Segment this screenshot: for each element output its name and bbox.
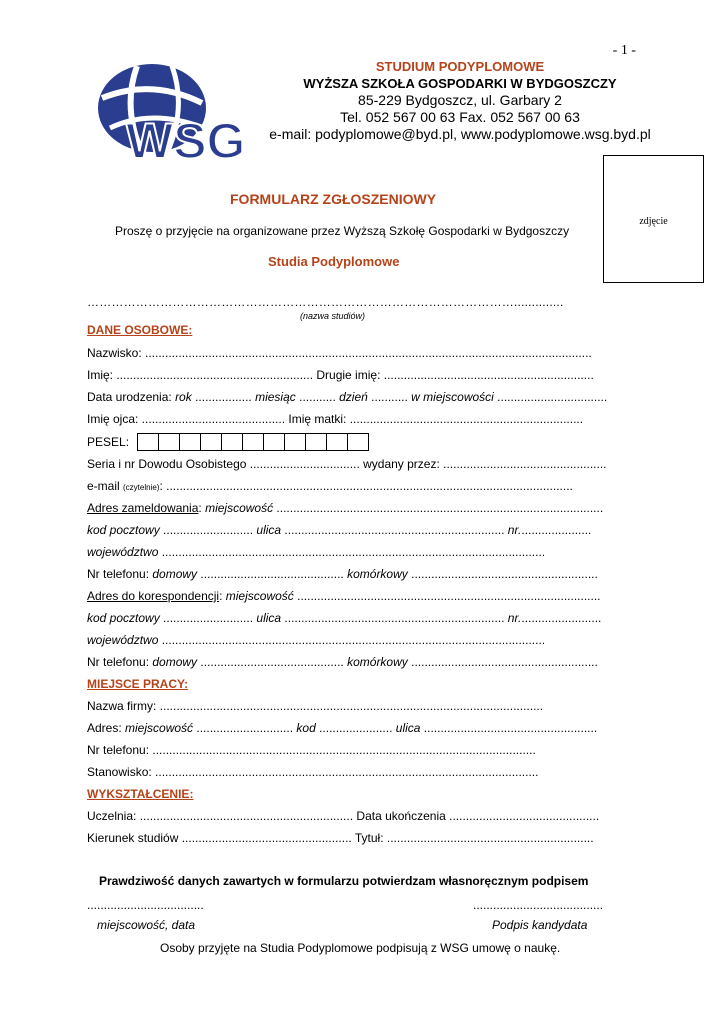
email-dots: : .......................................................................................................................... [159, 479, 573, 493]
postal-dots: ........................... [159, 523, 257, 537]
street-label: ulica [395, 721, 421, 735]
mobile-dots: ........................................................ [407, 655, 598, 669]
correspondence-phone-field[interactable] [87, 655, 598, 669]
postal-label: kod pocztowy [87, 611, 160, 625]
dob-place: w miejscowości [411, 390, 494, 404]
pesel-digit[interactable] [263, 433, 285, 451]
work-address-label: Adres: [87, 721, 126, 735]
registered-postal-field[interactable] [87, 523, 591, 537]
nr-label: nr. [507, 611, 522, 625]
field-of-study-field[interactable]: Kierunek studiów ................................................... Tytuł: .............................................................. [87, 831, 594, 845]
study-name-field[interactable]: …………………………………………………………………………………………….............. [87, 295, 564, 309]
position-field[interactable]: Stanowisko: ................................................................................................................... [87, 765, 539, 779]
correspondence-province-field[interactable] [87, 633, 545, 647]
city-label: miejscowość [225, 589, 294, 603]
correspondence-postal-field[interactable] [87, 611, 601, 625]
study-name-caption: (nazwa studiów) [300, 311, 366, 321]
first-name-field[interactable]: Imię: ........................................................... Drugie imię: ............................................................... [87, 368, 594, 382]
pesel-digit[interactable] [242, 433, 264, 451]
section-work: MIEJSCE PRACY: [87, 677, 189, 691]
postal-label: kod pocztowy [87, 523, 160, 537]
correspondence-address-field[interactable] [87, 589, 601, 603]
city-dots: .................................................................................................. [273, 501, 604, 515]
work-phone-field[interactable]: Nr telefonu: ................................................................................................................... [87, 743, 536, 757]
nr-dots: ........................ [521, 611, 602, 625]
registered-phone-field[interactable] [87, 567, 598, 581]
pesel-digit[interactable] [179, 433, 201, 451]
dob-dots-1: ................. [191, 390, 256, 404]
footer-note: Osoby przyjęte na Studia Podyplomowe podpisują z WSG umowę o naukę. [160, 941, 561, 955]
id-card-field[interactable]: Seria i nr Dowodu Osobistego ................................. wydany przez: ................................................. [87, 457, 607, 471]
dob-label: Data urodzenia: [87, 390, 176, 404]
street-label: ulica [256, 611, 282, 625]
phone-label: Nr telefonu: [87, 655, 153, 669]
place-date-caption: miejscowość, data [97, 918, 196, 932]
street-label: ulica [256, 523, 282, 537]
kod-dots: ...................... [315, 721, 396, 735]
phone-label: Nr telefonu: [87, 567, 153, 581]
province-label: województwo [87, 633, 159, 647]
street-dots: .................................................... [420, 721, 598, 735]
company-field[interactable]: Nazwa firmy: ................................................................................................................... [87, 699, 544, 713]
pesel-digit[interactable] [158, 433, 180, 451]
street-dots: .................................................................. [281, 611, 508, 625]
colon: : [219, 589, 226, 603]
email-label: e-mail [87, 479, 124, 493]
birth-date-field[interactable] [87, 390, 607, 404]
email-legibly: (czytelnie) [123, 483, 160, 492]
place-date-line[interactable]: ................................... [87, 898, 204, 912]
logo-text: WSG [126, 113, 246, 169]
signature-line[interactable]: ....................................... [473, 898, 604, 912]
university-field[interactable]: Uczelnia: ................................................................ Data ukończenia ............................................. [87, 809, 600, 823]
photo-label: zdjęcie [639, 216, 668, 227]
pesel-digit[interactable] [284, 433, 306, 451]
section-education: WYKSZTAŁCENIE: [87, 787, 194, 801]
pesel-digit[interactable] [221, 433, 243, 451]
dob-dots-2: ........... [295, 390, 340, 404]
header-address: 85-229 Bydgoszcz, ul. Garbary 2 [358, 92, 562, 108]
city-dots: ............................. [193, 721, 297, 735]
signature-caption: Podpis kandydata [492, 918, 588, 932]
surname-field[interactable]: Nazwisko: ...................................................................................................................................... [87, 346, 592, 360]
institution-header [240, 58, 680, 143]
pesel-digit[interactable] [200, 433, 222, 451]
province-label: województwo [87, 545, 159, 559]
nr-label: nr. [507, 523, 522, 537]
photo-box [603, 155, 704, 283]
home-label: domowy [152, 567, 198, 581]
registered-address-label: Adres zameldowania [87, 501, 199, 515]
wsg-logo [92, 58, 246, 169]
correspondence-label: Adres do korespondencji [87, 589, 220, 603]
page-number: - 1 - [612, 43, 636, 58]
pesel-digit[interactable] [137, 433, 159, 451]
intro-text: Proszę o przyjęcie na organizowane przez Wyższą Szkołę Gospodarki w Bydgoszczy [115, 224, 570, 238]
registered-province-field[interactable] [87, 545, 545, 559]
colon: : [198, 501, 206, 515]
street-dots: .................................................................. [281, 523, 508, 537]
form-title: FORMULARZ ZGŁOSZENIOWY [230, 191, 437, 207]
statement: Prawdziwość danych zawartych w formularzu potwierdzam własnoręcznym podpisem [99, 874, 589, 888]
registered-address-field[interactable] [87, 501, 603, 515]
home-label: domowy [152, 655, 198, 669]
city-label: miejscowość [125, 721, 194, 735]
pesel-digit[interactable] [326, 433, 348, 451]
work-address-field[interactable] [87, 721, 597, 735]
nr-dots: ..................... [521, 523, 592, 537]
postal-dots: ........................... [159, 611, 257, 625]
city-label: miejscowość [205, 501, 274, 515]
email-field[interactable] [87, 479, 573, 495]
pesel-input[interactable] [137, 433, 368, 451]
province-dots: ................................................................................................................... [158, 633, 546, 647]
city-dots: ........................................................................................... [293, 589, 601, 603]
home-dots: ........................................... [197, 655, 348, 669]
pesel-label: PESEL: [87, 435, 130, 449]
mobile-label: komórkowy [347, 567, 408, 581]
dob-dots-3: ........... [367, 390, 412, 404]
pesel-digit[interactable] [347, 433, 369, 451]
header-program: STUDIUM PODYPLOMOWE [375, 59, 545, 74]
province-dots: ................................................................................................................... [158, 545, 546, 559]
mobile-label: komórkowy [347, 655, 408, 669]
parents-field[interactable]: Imię ojca: ........................................... Imię matki: ...................................................................... [87, 412, 584, 426]
dob-year: rok [175, 390, 192, 404]
kod-label: kod [296, 721, 316, 735]
home-dots: ........................................... [197, 567, 348, 581]
pesel-digit[interactable] [305, 433, 327, 451]
header-email: e-mail: podyplomowe@byd.pl, www.podyplomowe.wsg.byd.pl [269, 126, 651, 142]
dob-month: miesiąc [255, 390, 296, 404]
dob-dots-4: ................................. [493, 390, 608, 404]
section-personal: DANE OSOBOWE: [87, 323, 193, 337]
header-phone: Tel. 052 567 00 63 Fax. 052 567 00 63 [340, 109, 580, 125]
header-school: WYŻSZA SZKOŁA GOSPODARKI W BYDGOSZCZY [303, 76, 617, 91]
dob-day: dzień [339, 390, 368, 404]
program-type: Studia Podyplomowe [268, 254, 400, 269]
mobile-dots: ........................................................ [407, 567, 598, 581]
